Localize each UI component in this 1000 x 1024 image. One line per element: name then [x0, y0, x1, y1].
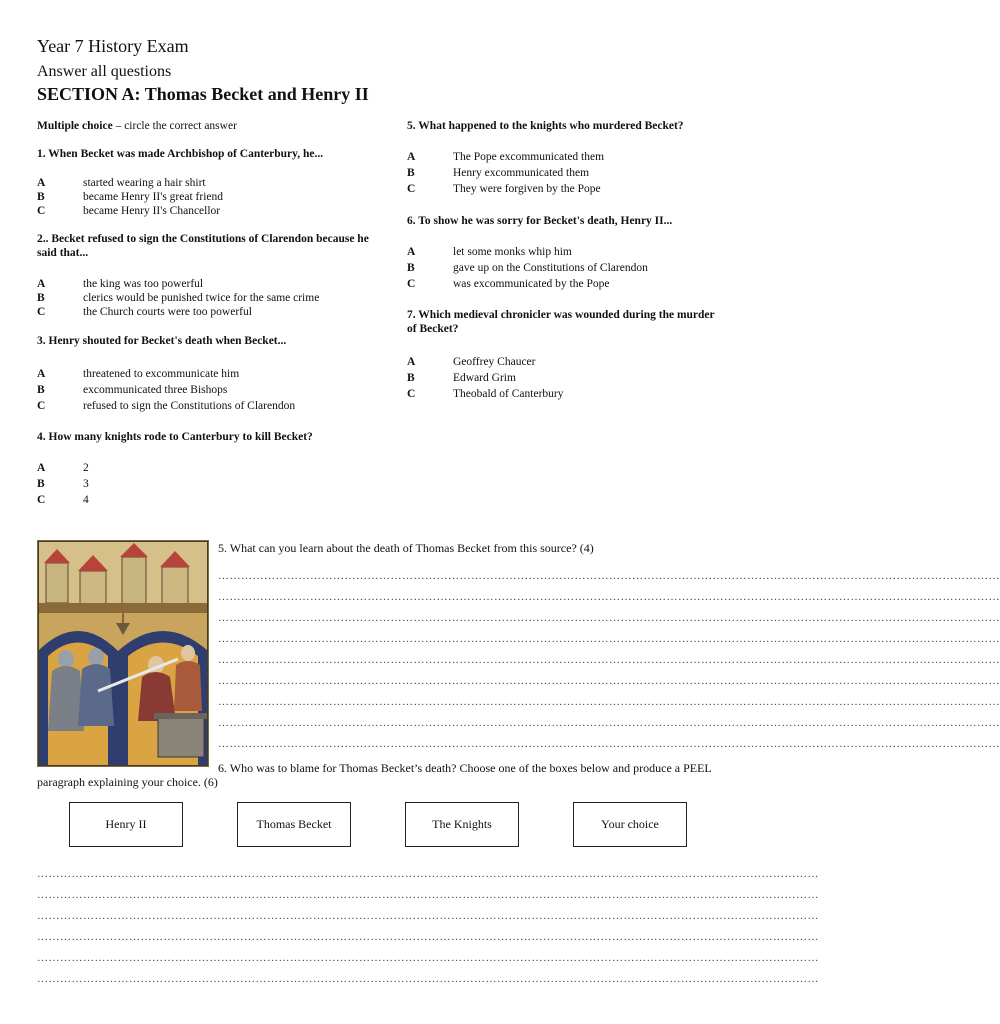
option-c[interactable]: C They were forgiven by the Pope: [407, 183, 601, 195]
question-text: 1. When Becket was made Archbishop of Canterbury, he...: [37, 148, 324, 160]
option-a[interactable]: A started wearing a hair shirt: [37, 177, 206, 189]
becket-murder-illustration: [37, 540, 209, 767]
multiple-choice-intro: [37, 119, 237, 133]
question-7: [407, 308, 717, 402]
paragraph-answer-lines[interactable]: [37, 864, 819, 990]
question-1: [37, 147, 377, 219]
question-text: 7. Which medieval chronicler was wounded during the murder of Becket?: [407, 309, 715, 335]
question-5: [407, 119, 737, 197]
option-c[interactable]: C the Church courts were too powerful: [37, 306, 252, 318]
question-text: 4. How many knights rode to Canterbury to kill Becket?: [37, 431, 313, 443]
question-3: [37, 334, 377, 414]
question-text: 2.. Becket refused to sign the Constitutions of Clarendon because he said that...: [37, 233, 369, 259]
option-b[interactable]: B Edward Grim: [407, 372, 516, 384]
option-a[interactable]: A The Pope excommunicated them: [407, 151, 605, 163]
option-b[interactable]: B clerics would be punished twice for the same crime: [37, 292, 320, 304]
exam-instruction: Answer all questions: [37, 63, 172, 80]
option-c[interactable]: C Theobald of Canterbury: [407, 388, 564, 400]
answer-line: ……………………………………………………………………………………………………………………………………………………………………………………: [218, 717, 1000, 729]
answer-line: ……………………………………………………………………………………………………………………………………………………………………………………: [218, 738, 1000, 750]
option-c[interactable]: C 4: [37, 494, 89, 506]
answer-line: ……………………………………………………………………………………………………………………………………………………………………………………: [218, 570, 1000, 582]
answer-line: ……………………………………………………………………………………………………………………………………………………………………………………: [218, 612, 1000, 624]
option-b[interactable]: B became Henry II's great friend: [37, 191, 223, 203]
source-question: 5. What can you learn about the death of Thomas Becket from this source? (4): [218, 541, 594, 555]
choice-box-knights[interactable]: The Knights: [405, 802, 519, 847]
option-c[interactable]: C refused to sign the Constitutions of Clarendon: [37, 400, 296, 412]
answer-line: ……………………………………………………………………………………………………………………………………………………………………………………: [37, 931, 819, 943]
option-b[interactable]: B 3: [37, 478, 89, 490]
answer-line: ……………………………………………………………………………………………………………………………………………………………………………………: [37, 910, 819, 922]
exam-title: Year 7 History Exam: [37, 36, 189, 56]
choice-box-henry[interactable]: Henry II: [69, 802, 183, 847]
answer-line: ……………………………………………………………………………………………………………………………………………………………………………………: [37, 889, 819, 901]
option-b[interactable]: B excommunicated three Bishops: [37, 384, 228, 396]
choice-box-your-choice[interactable]: Your choice: [573, 802, 687, 847]
choice-box-becket[interactable]: Thomas Becket: [237, 802, 351, 847]
answer-line: ……………………………………………………………………………………………………………………………………………………………………………………: [218, 675, 1000, 687]
option-a[interactable]: A threatened to excommunicate him: [37, 368, 240, 380]
question-6: [407, 214, 737, 292]
answer-line: ……………………………………………………………………………………………………………………………………………………………………………………: [218, 633, 1000, 645]
source-answer-lines[interactable]: [218, 566, 1000, 755]
option-a[interactable]: A let some monks whip him: [407, 246, 572, 258]
intro-rest: – circle the correct answer: [112, 120, 237, 132]
option-b[interactable]: B Henry excommunicated them: [407, 167, 590, 179]
question-text: 3. Henry shouted for Becket's death when Becket...: [37, 335, 287, 347]
blame-question: 6. Who was to blame for Thomas Becket’s death? Choose one of the boxes below and produce a PEEL paragraph explaining your choice. (6): [37, 761, 712, 789]
answer-line: ……………………………………………………………………………………………………………………………………………………………………………………: [37, 973, 819, 985]
question-text: 5. What happened to the knights who murdered Becket?: [407, 120, 684, 132]
option-a[interactable]: A the king was too powerful: [37, 278, 204, 290]
question-4: [37, 430, 377, 508]
option-b[interactable]: B gave up on the Constitutions of Clarendon: [407, 262, 648, 274]
answer-line: ……………………………………………………………………………………………………………………………………………………………………………………: [218, 591, 1000, 603]
section-heading: SECTION A: Thomas Becket and Henry II: [37, 84, 369, 104]
question-text: 6. To show he was sorry for Becket's death, Henry II...: [407, 215, 673, 227]
answer-line: ……………………………………………………………………………………………………………………………………………………………………………………: [218, 654, 1000, 666]
answer-line: ……………………………………………………………………………………………………………………………………………………………………………………: [37, 952, 819, 964]
option-c[interactable]: C was excommunicated by the Pope: [407, 278, 610, 290]
option-c[interactable]: C became Henry II's Chancellor: [37, 205, 221, 217]
option-a[interactable]: A Geoffrey Chaucer: [407, 356, 536, 368]
answer-line: ……………………………………………………………………………………………………………………………………………………………………………………: [218, 696, 1000, 708]
question-2: [37, 232, 377, 320]
answer-line: ……………………………………………………………………………………………………………………………………………………………………………………: [37, 868, 819, 880]
option-a[interactable]: A 2: [37, 462, 89, 474]
intro-bold: Multiple choice: [37, 120, 113, 132]
